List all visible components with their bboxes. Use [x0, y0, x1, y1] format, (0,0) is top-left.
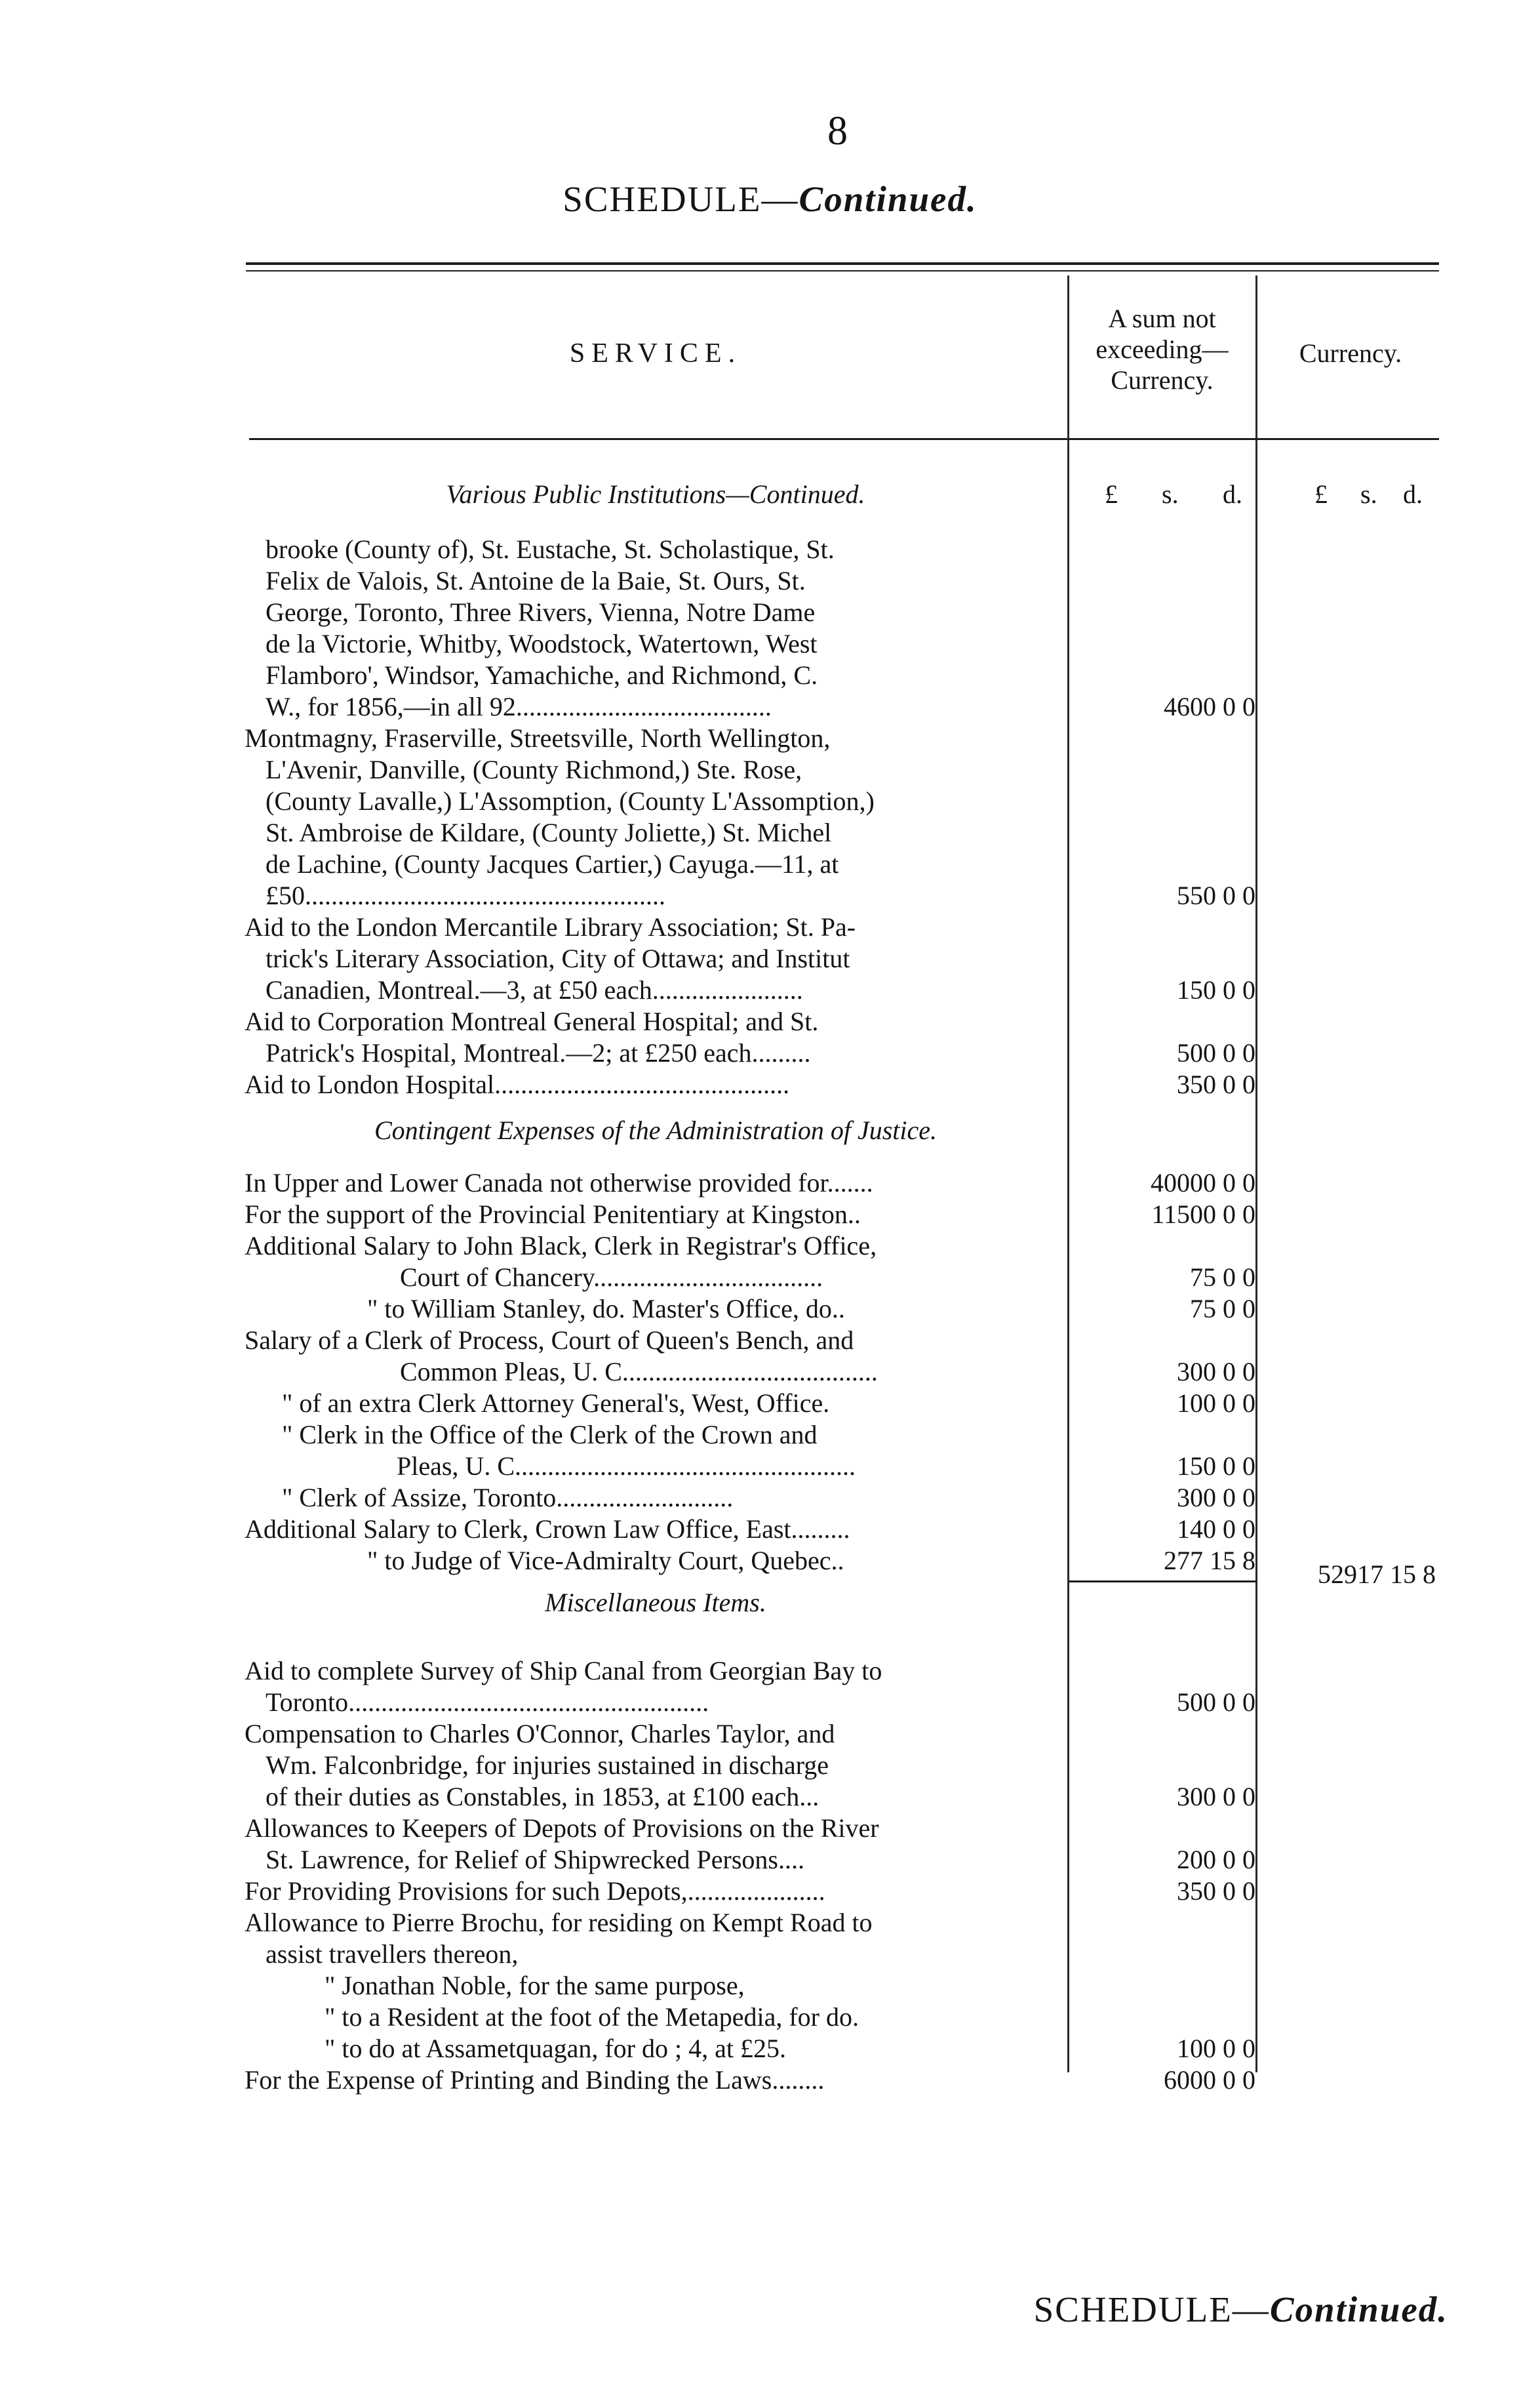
entry-line: Allowances to Keepers of Depots of Provisions on the River [245, 1813, 879, 1843]
entry-line: Compensation to Charles O'Connor, Charles Taylor, and [245, 1719, 835, 1748]
title-text: SCHEDULE— [563, 179, 799, 219]
entry-line: Additional Salary to Clerk, Crown Law Office, East......... [245, 1514, 850, 1544]
header-service: SERVICE. [569, 338, 742, 369]
amount: 200 0 0 [1177, 1845, 1255, 1874]
entry-line: Montmagny, Fraserville, Streetsville, North Wellington, [245, 723, 831, 753]
entry-line: Allowance to Pierre Brochu, for residing on Kempt Road to [245, 1908, 873, 1937]
entry-line: Aid to the London Mercantile Library Association; St. Pa- [245, 912, 856, 942]
entry-line: L'Avenir, Danville, (County Richmond,) Ste. Rose, [266, 755, 802, 784]
subtotal-amount: 52917 15 8 [1318, 1559, 1436, 1589]
amount: 140 0 0 [1177, 1514, 1255, 1544]
entry-line: Canadien, Montreal.—3, at £50 each....................... [266, 975, 803, 1005]
sum-pence-sign: d. [1223, 479, 1242, 509]
amount: 350 0 0 [1177, 1070, 1255, 1099]
amount: 75 0 0 [1190, 1262, 1255, 1292]
entry-line: " to do at Assametquagan, for do ; 4, at £25. [325, 2034, 786, 2063]
entry-line: " to Judge of Vice-Admiralty Court, Quebec.. [367, 1546, 844, 1575]
entry-line: de la Victorie, Whitby, Woodstock, Watertown, West [266, 629, 818, 658]
page-title [0, 178, 1540, 220]
amount: 150 0 0 [1177, 1451, 1255, 1481]
amount: 4600 0 0 [1164, 692, 1255, 721]
section-public-institutions: Various Public Institutions—Continued. [446, 479, 865, 509]
header-sum-line1: A sum not [1108, 304, 1216, 333]
amount: 100 0 0 [1177, 2034, 1255, 2063]
entry-line: de Lachine, (County Jacques Cartier,) Cayuga.—11, at [266, 849, 839, 879]
entry-line: " to William Stanley, do. Master's Office, do.. [367, 1294, 845, 1323]
amount: 100 0 0 [1177, 1388, 1255, 1418]
column-divider-right [1255, 275, 1257, 2072]
catchword-italic: Continued. [1269, 2289, 1448, 2329]
entry-line: Aid to London Hospital............................................. [245, 1070, 790, 1099]
column-divider-left [1067, 275, 1069, 2072]
entry-line: (County Lavalle,) L'Assomption, (County L'Assomption,) [266, 786, 875, 816]
entry-line: In Upper and Lower Canada not otherwise provided for....... [245, 1168, 873, 1197]
entry-line: " of an extra Clerk Attorney General's, West, Office. [282, 1388, 830, 1418]
entry-line: " Jonathan Noble, for the same purpose, [325, 1971, 745, 2000]
entry-line: Felix de Valois, St. Antoine de la Baie, St. Ours, St. [266, 566, 806, 595]
entry-line: For the support of the Provincial Penitentiary at Kingston.. [245, 1199, 861, 1229]
entry-line: Toronto....................................................... [266, 1687, 709, 1717]
entry-line: " to a Resident at the foot of the Metapedia, for do. [325, 2002, 859, 2032]
section-contingent-expenses: Contingent Expenses of the Administration of Justice. [374, 1116, 938, 1145]
entry-line: Court of Chancery................................... [400, 1262, 823, 1292]
amount: 300 0 0 [1177, 1357, 1255, 1386]
top-rule-2 [246, 270, 1439, 271]
entry-line: St. Lawrence, for Relief of Shipwrecked Persons.... [266, 1845, 804, 1874]
entry-line: " Clerk in the Office of the Clerk of the Crown and [282, 1420, 818, 1449]
page-number: 8 [827, 109, 848, 153]
entry-line: For Providing Provisions for such Depots,..................... [245, 1876, 825, 1906]
amount: 40000 0 0 [1151, 1168, 1255, 1197]
entry-line: of their duties as Constables, in 1853, at £100 each... [266, 1782, 819, 1811]
entry-line: Flamboro', Windsor, Yamachiche, and Richmond, C. [266, 660, 818, 690]
entry-line: Wm. Falconbridge, for injuries sustained in discharge [266, 1750, 829, 1780]
title-italic: Continued. [799, 179, 977, 219]
entry-line: Pleas, U. C.................................................... [397, 1451, 856, 1481]
sum-shilling-sign: s. [1162, 479, 1179, 509]
header-sum [1072, 303, 1252, 396]
entry-line: For the Expense of Printing and Binding the Laws........ [245, 2065, 825, 2095]
amount: 277 15 8 [1164, 1546, 1255, 1575]
entry-line: Salary of a Clerk of Process, Court of Queen's Bench, and [245, 1325, 854, 1355]
entry-line: Additional Salary to John Black, Clerk in Registrar's Office, [245, 1231, 877, 1260]
amount: 550 0 0 [1177, 881, 1255, 910]
header-sum-line2: exceeding— [1096, 334, 1229, 365]
entry-line: trick's Literary Association, City of Ottawa; and Institut [266, 944, 850, 973]
entry-line: Patrick's Hospital, Montreal.—2; at £250 each......... [266, 1038, 811, 1068]
amount: 75 0 0 [1190, 1294, 1255, 1323]
amount: 500 0 0 [1177, 1038, 1255, 1068]
section-miscellaneous: Miscellaneous Items. [545, 1588, 766, 1617]
entry-line: W., for 1856,—in all 92....................................... [266, 692, 772, 721]
currency-shilling-sign: s. [1360, 479, 1377, 509]
entry-line: Aid to Corporation Montreal General Hospital; and St. [245, 1007, 819, 1036]
currency-pound-sign: £ [1314, 479, 1328, 509]
entry-line: " Clerk of Assize, Toronto........................... [282, 1483, 734, 1512]
amount: 6000 0 0 [1164, 2065, 1255, 2095]
top-rule-1 [246, 262, 1439, 265]
amount: 150 0 0 [1177, 975, 1255, 1005]
header-currency: Currency. [1299, 338, 1402, 368]
amount: 500 0 0 [1177, 1687, 1255, 1717]
catchword-text: SCHEDULE— [1033, 2289, 1270, 2329]
entry-line: St. Ambroise de Kildare, (County Joliette,) St. Michel [266, 818, 832, 847]
entry-line: Common Pleas, U. C....................................... [400, 1357, 878, 1386]
currency-pence-sign: d. [1403, 479, 1423, 509]
entry-line: brooke (County of), St. Eustache, St. Scholastique, St. [266, 534, 835, 564]
amount: 350 0 0 [1177, 1876, 1255, 1906]
sum-pound-sign: £ [1105, 479, 1118, 509]
catchword [1034, 2289, 1448, 2330]
amount: 300 0 0 [1177, 1782, 1255, 1811]
entry-line: £50....................................................... [266, 881, 665, 910]
amount: 300 0 0 [1177, 1483, 1255, 1512]
amount: 11500 0 0 [1151, 1199, 1255, 1229]
header-sum-line3: Currency. [1111, 365, 1214, 395]
entry-line: assist travellers thereon, [266, 1939, 519, 1969]
subtotal-rule [1069, 1580, 1257, 1582]
entry-line: Aid to complete Survey of Ship Canal from Georgian Bay to [245, 1656, 882, 1685]
entry-line: George, Toronto, Three Rivers, Vienna, Notre Dame [266, 597, 816, 627]
header-rule [249, 438, 1439, 440]
